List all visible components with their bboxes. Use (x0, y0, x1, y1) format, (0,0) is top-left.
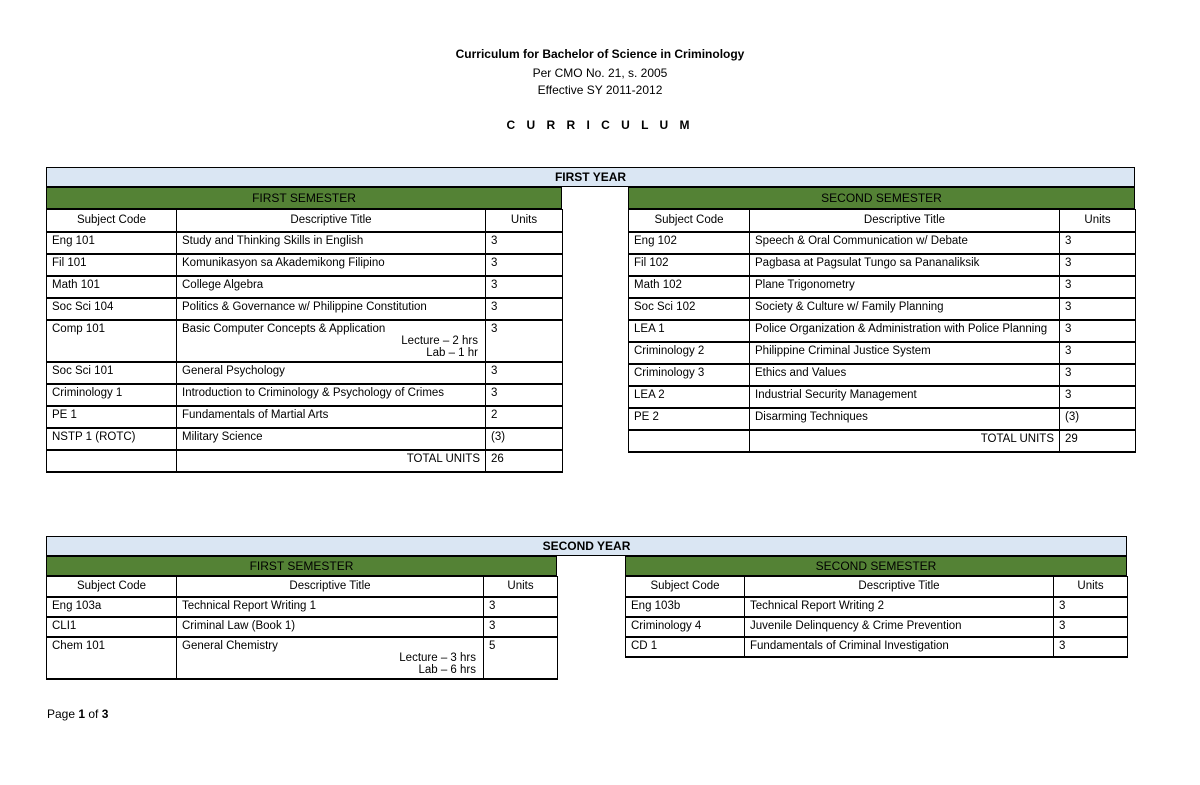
subject-code: CD 1 (626, 637, 745, 657)
page-prefix: Page (47, 707, 79, 721)
semester-bar-y2-s1: FIRST SEMESTER (46, 556, 557, 576)
descriptive-title: Fundamentals of Martial Arts (182, 408, 329, 421)
table-row (629, 320, 1136, 342)
descriptive-title-cell (177, 320, 486, 362)
subject-code: Criminology 2 (629, 342, 750, 364)
column-header-descriptive-title: Descriptive Title (745, 577, 1054, 597)
lecture-hours: Lecture – 3 hrs (399, 651, 476, 664)
subject-code: Fil 102 (629, 254, 750, 276)
semester-table-y1-s2 (628, 209, 1136, 453)
subject-code: PE 1 (47, 406, 177, 428)
descriptive-title-cell (177, 362, 486, 384)
descriptive-title-cell (177, 254, 486, 276)
units: 3 (1060, 364, 1136, 386)
units: 3 (1060, 232, 1136, 254)
column-header-subject-code: Subject Code (629, 210, 750, 232)
descriptive-title: Philippine Criminal Justice System (755, 344, 931, 357)
units: 3 (486, 362, 563, 384)
descriptive-title: Disarming Techniques (755, 410, 868, 423)
total-units-value: 26 (486, 450, 563, 472)
descriptive-title-cell (750, 276, 1060, 298)
lab-hours: Lab – 1 hr (426, 346, 478, 359)
total-blank-cell (47, 450, 177, 472)
subject-code: Criminology 1 (47, 384, 177, 406)
table-row (626, 617, 1128, 637)
descriptive-title-cell (750, 320, 1060, 342)
units: 3 (1054, 617, 1128, 637)
subject-code: CLI1 (47, 617, 177, 637)
semester-bar-y1-s2: SECOND SEMESTER (628, 187, 1135, 209)
total-units-label: TOTAL UNITS (750, 430, 1060, 452)
lecture-hours: Lecture – 2 hrs (401, 334, 478, 347)
subject-code: Criminology 3 (629, 364, 750, 386)
descriptive-title: Technical Report Writing 1 (182, 599, 317, 612)
units: 3 (1060, 254, 1136, 276)
units: 3 (486, 232, 563, 254)
subject-code: LEA 1 (629, 320, 750, 342)
column-header-units: Units (1054, 577, 1128, 597)
units: 5 (484, 637, 558, 679)
descriptive-title-cell (177, 276, 486, 298)
descriptive-title-cell (750, 254, 1060, 276)
table-row (47, 384, 563, 406)
descriptive-title: Basic Computer Concepts & Application (182, 322, 386, 335)
effective-sy: Effective SY 2011-2012 (537, 83, 663, 97)
descriptive-title: Study and Thinking Skills in English (182, 234, 364, 247)
table-row (47, 617, 558, 637)
table-row (47, 254, 563, 276)
descriptive-title: Pagbasa at Pagsulat Tungo sa Pananaliksik (755, 256, 980, 269)
table-header-row (629, 210, 1136, 232)
total-units-label: TOTAL UNITS (177, 450, 486, 472)
cmo-reference: Per CMO No. 21, s. 2005 (532, 66, 668, 80)
units: 3 (1060, 342, 1136, 364)
units: 3 (486, 384, 563, 406)
table-header-row (47, 210, 563, 232)
column-header-subject-code: Subject Code (626, 577, 745, 597)
descriptive-title: Juvenile Delinquency & Crime Prevention (750, 619, 962, 632)
units: 3 (1060, 386, 1136, 408)
document-title: Curriculum for Bachelor of Science in Criminology (455, 47, 745, 61)
descriptive-title: Technical Report Writing 2 (750, 599, 885, 612)
table-row (629, 364, 1136, 386)
descriptive-title-cell (750, 386, 1060, 408)
table-row (47, 597, 558, 617)
subject-code: NSTP 1 (ROTC) (47, 428, 177, 450)
page-current: 1 (78, 707, 86, 721)
units: (3) (486, 428, 563, 450)
table-row (629, 254, 1136, 276)
descriptive-title: Fundamentals of Criminal Investigation (750, 639, 949, 652)
descriptive-title: Introduction to Criminology & Psychology of Crimes (182, 386, 445, 399)
table-row (629, 298, 1136, 320)
units: 3 (1060, 276, 1136, 298)
units: 3 (486, 254, 563, 276)
table-row (47, 232, 563, 254)
table-row (626, 637, 1128, 657)
descriptive-title-cell (745, 637, 1054, 657)
page-number (47, 707, 108, 721)
descriptive-title: Komunikasyon sa Akademikong Filipino (182, 256, 385, 269)
subject-code: Chem 101 (47, 637, 177, 679)
column-header-descriptive-title: Descriptive Title (750, 210, 1060, 232)
units: 3 (484, 597, 558, 617)
subject-code: Fil 101 (47, 254, 177, 276)
subject-code: Comp 101 (47, 320, 177, 362)
semester-table-y2-s1 (46, 576, 558, 680)
descriptive-title: General Chemistry (182, 639, 278, 652)
descriptive-title-cell (745, 617, 1054, 637)
descriptive-title: Politics & Governance w/ Philippine Constitution (182, 300, 427, 313)
semester-bar-y2-s2: SECOND SEMESTER (625, 556, 1127, 576)
units: 2 (486, 406, 563, 428)
lab-hours: Lab – 6 hrs (418, 663, 476, 676)
total-blank-cell (629, 430, 750, 452)
subject-code: Eng 102 (629, 232, 750, 254)
table-row (47, 298, 563, 320)
table-row (629, 386, 1136, 408)
table-row (629, 276, 1136, 298)
descriptive-title-cell (750, 298, 1060, 320)
descriptive-title-cell (177, 298, 486, 320)
descriptive-title-cell (177, 637, 484, 679)
subject-code: Eng 103b (626, 597, 745, 617)
descriptive-title: College Algebra (182, 278, 264, 291)
units: 3 (484, 617, 558, 637)
table-row (626, 597, 1128, 617)
column-header-units: Units (486, 210, 563, 232)
total-units-value: 29 (1060, 430, 1136, 452)
descriptive-title-cell (750, 232, 1060, 254)
descriptive-title-cell (177, 597, 484, 617)
subject-code: Math 102 (629, 276, 750, 298)
column-header-descriptive-title: Descriptive Title (177, 210, 486, 232)
descriptive-title: Ethics and Values (755, 366, 847, 379)
year-bar-second: SECOND YEAR (46, 536, 1127, 556)
descriptive-title-cell (177, 617, 484, 637)
units: 3 (486, 320, 563, 362)
descriptive-title: Plane Trigonometry (755, 278, 855, 291)
units: 3 (1060, 320, 1136, 342)
table-row (47, 637, 558, 679)
table-header-row (626, 577, 1128, 597)
descriptive-title: Criminal Law (Book 1) (182, 619, 296, 632)
semester-bar-y1-s1: FIRST SEMESTER (46, 187, 562, 209)
curriculum-heading: C U R R I C U L U M (506, 118, 694, 132)
descriptive-title: General Psychology (182, 364, 285, 377)
table-row (629, 232, 1136, 254)
column-header-units: Units (484, 577, 558, 597)
subject-code: Eng 103a (47, 597, 177, 617)
descriptive-title-cell (750, 342, 1060, 364)
subject-code: Criminology 4 (626, 617, 745, 637)
units: 3 (1060, 298, 1136, 320)
units: 3 (1054, 637, 1128, 657)
subject-code: Eng 101 (47, 232, 177, 254)
table-header-row (47, 577, 558, 597)
descriptive-title-cell (750, 408, 1060, 430)
units: 3 (486, 276, 563, 298)
descriptive-title: Industrial Security Management (755, 388, 917, 401)
descriptive-title-cell (177, 406, 486, 428)
table-row (47, 276, 563, 298)
page-total: 3 (101, 707, 109, 721)
subject-code: Soc Sci 102 (629, 298, 750, 320)
descriptive-title-cell (750, 364, 1060, 386)
column-header-descriptive-title: Descriptive Title (177, 577, 484, 597)
descriptive-title: Police Organization & Administration with Police Planning (755, 322, 1048, 335)
table-row (47, 362, 563, 384)
subject-code: Math 101 (47, 276, 177, 298)
descriptive-title-cell (745, 597, 1054, 617)
descriptive-title: Military Science (182, 430, 263, 443)
subject-code: Soc Sci 101 (47, 362, 177, 384)
page-of: of (85, 707, 102, 721)
table-row (47, 428, 563, 450)
descriptive-title-cell (177, 232, 486, 254)
descriptive-title-cell (177, 428, 486, 450)
year-bar-first: FIRST YEAR (46, 167, 1135, 187)
subject-code: Soc Sci 104 (47, 298, 177, 320)
column-header-units: Units (1060, 210, 1136, 232)
column-header-subject-code: Subject Code (47, 210, 177, 232)
column-header-subject-code: Subject Code (47, 577, 177, 597)
units: 3 (1054, 597, 1128, 617)
descriptive-title-cell (177, 384, 486, 406)
descriptive-title: Speech & Oral Communication w/ Debate (755, 234, 968, 247)
table-row (47, 320, 563, 362)
subject-code: LEA 2 (629, 386, 750, 408)
descriptive-title: Society & Culture w/ Family Planning (755, 300, 944, 313)
subject-code: PE 2 (629, 408, 750, 430)
table-row (47, 406, 563, 428)
units: (3) (1060, 408, 1136, 430)
semester-table-y1-s1 (46, 209, 563, 473)
total-row (47, 450, 563, 472)
table-row (629, 408, 1136, 430)
semester-table-y2-s2 (625, 576, 1128, 658)
total-row (629, 430, 1136, 452)
units: 3 (486, 298, 563, 320)
table-row (629, 342, 1136, 364)
